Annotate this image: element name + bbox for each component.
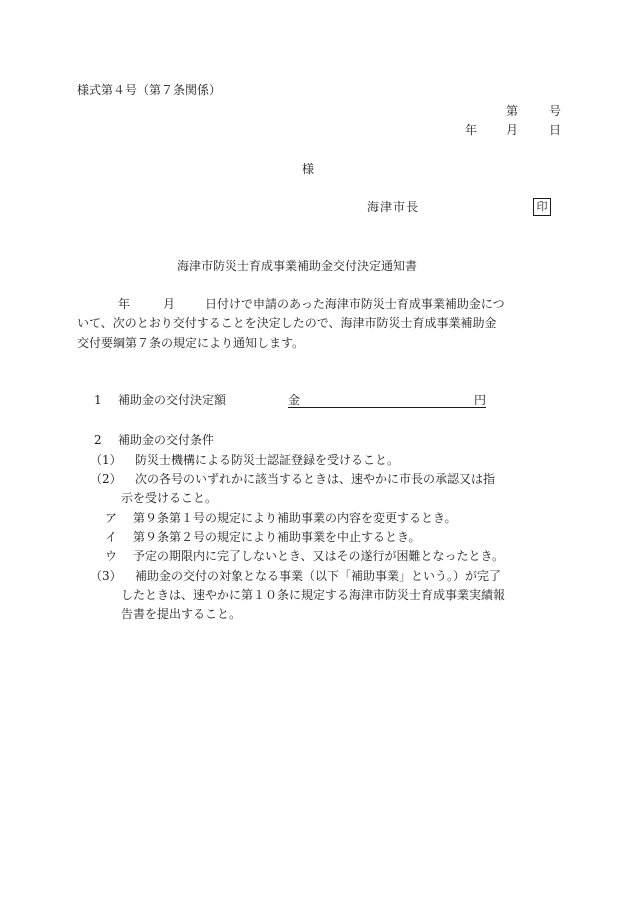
condition-1-text: 防災士機構による防災士認証登録を受けること。 <box>135 453 400 467</box>
item1-number: 1 <box>94 393 102 407</box>
issuer-name: 海津市長 <box>367 200 420 214</box>
item1-label: 補助金の交付決定額 <box>118 393 227 407</box>
subitem-u-text: 予定の期限内に完了しないとき、又はその遂行が困難となったとき。 <box>133 549 505 563</box>
subitem-a-text: 第９条第１号の規定により補助事業の内容を変更するとき。 <box>133 511 457 525</box>
subitem-i-mark: イ <box>105 530 118 544</box>
intro-month: 月 <box>163 297 176 311</box>
doc-number-dai: 第 <box>506 104 519 118</box>
condition-3-text-3: 告書を提出すること。 <box>121 607 242 621</box>
subitem-i-text: 第９条第２号の規定により補助事業を中止するとき。 <box>133 530 421 544</box>
item2-number: 2 <box>94 433 102 447</box>
intro-line-3: 交付要綱第７条の規定により通知します。 <box>77 336 305 350</box>
condition-3-number: （3） <box>90 569 122 583</box>
date-month: 月 <box>506 123 519 137</box>
intro-line-2: いて、次のとおり交付することを決定したので、海津市防災士育成事業補助金 <box>77 316 497 330</box>
condition-1-number: （1） <box>90 453 122 467</box>
intro-year: 年 <box>118 297 131 311</box>
intro-line-1: 日付けで申請のあった海津市防災士育成事業補助金につ <box>205 297 505 311</box>
doc-number-go: 号 <box>549 104 562 118</box>
form-number: 様式第４号（第７条関係） <box>77 83 222 97</box>
amount-underline <box>288 407 486 408</box>
subitem-a-mark: ア <box>105 511 118 525</box>
amount-prefix: 金 <box>288 393 301 407</box>
document-title: 海津市防災士育成事業補助金交付決定通知書 <box>177 259 418 273</box>
condition-2-text-1: 次の各号のいずれかに該当するときは、速やかに市長の承認又は指 <box>135 472 496 486</box>
condition-2-text-2: 示を受けること。 <box>121 491 218 505</box>
condition-2-number: （2） <box>90 472 122 486</box>
condition-3-text-2: したときは、速やかに第１０条に規定する海津市防災士育成事業実績報 <box>121 588 506 602</box>
item2-label: 補助金の交付条件 <box>118 433 215 447</box>
seal-box: 印 <box>533 198 551 216</box>
date-day: 日 <box>549 123 562 137</box>
amount-suffix: 円 <box>474 393 487 407</box>
subitem-u-mark: ウ <box>105 549 118 563</box>
condition-3-text-1: 補助金の交付の対象となる事業（以下「補助事業」という。）が完了 <box>135 569 502 583</box>
date-year: 年 <box>465 123 478 137</box>
recipient-honorific: 様 <box>302 162 315 176</box>
